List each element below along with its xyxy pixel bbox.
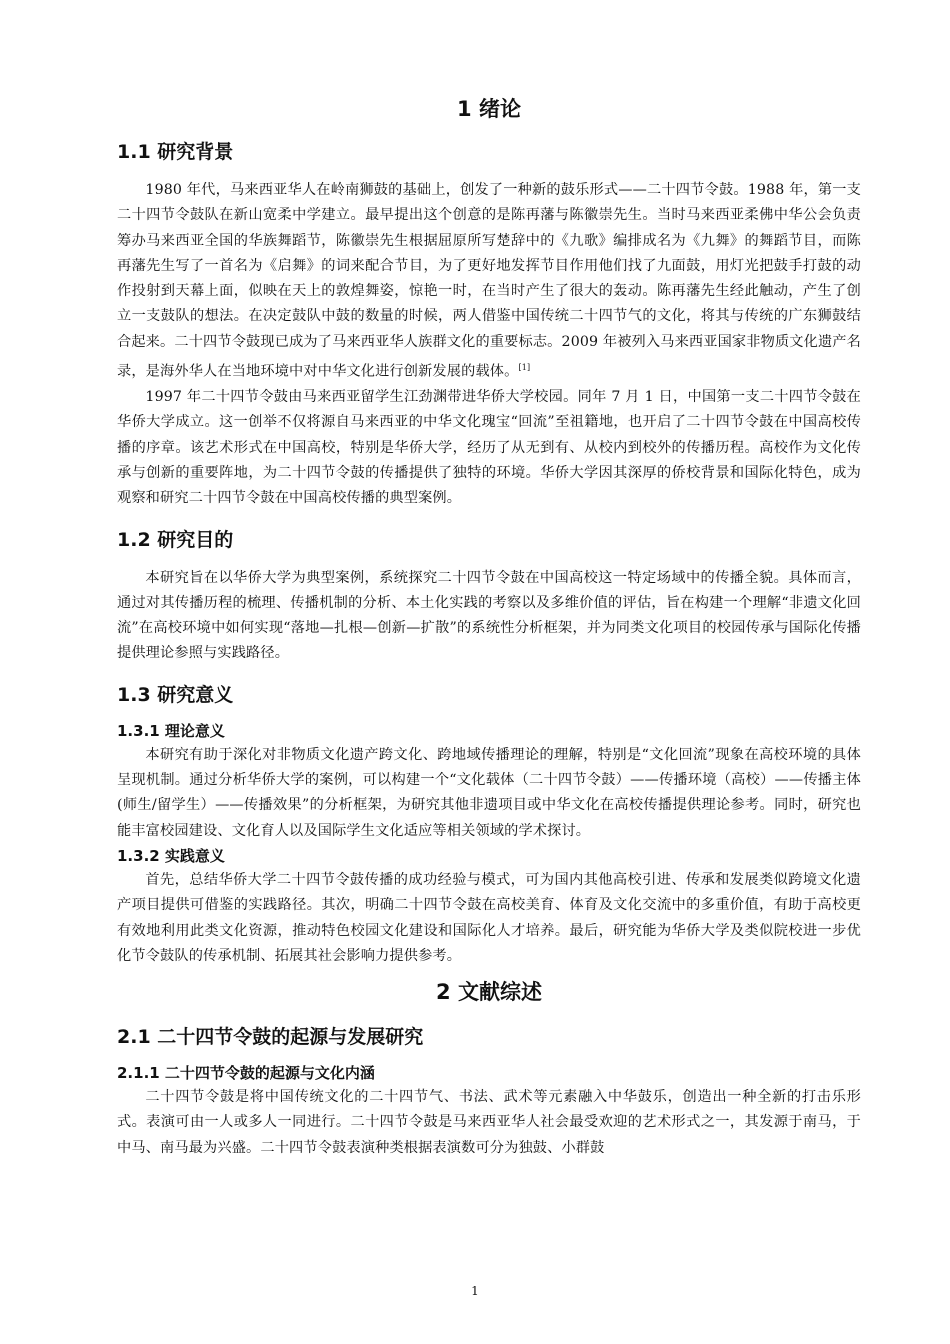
section-1-2-heading: 1.2 研究目的 <box>117 528 234 551</box>
section-1-1-heading: 1.1 研究背景 <box>117 141 234 163</box>
paragraph-text: 1980 年代，马来西亚华人在岭南狮鼓的基础上，创发了一种新的鼓乐形式——二十四节令鼓。1988 年，第一支二十四节令鼓队在新山宽柔中学建立。最早提出这个创意的是陈再藩与陈徽崇先生。当时马来西亚柔佛中华公会负责筹办马来西亚全国的华族舞蹈节，陈徽崇先生根据屈原所写楚辞中的《九歌》编排成名为《九舞》的舞蹈节目，而陈再藩先生写了一首名为《启舞》的词来配合节目，为了更好地发挥节目作用他们找了九面鼓，用灯光把鼓手打鼓的动作投射到天幕上面，似映在天上的敦煌舞姿，惊艳一时，在当时产生了很大的轰动。陈再藩先生经此触动，产生了创立一支鼓队的想法。在决定鼓队中鼓的数量的时候，两人借鉴中国传统二十四节气的文化，将其与传统的广东狮鼓结合起来。二十四节令鼓现已成为了马来西亚华人族群文化的重要标志。2009 年被列入马来西亚国家非物质文化遗产名录，是海外华人在当地环境中对中华文化进行创新发展的载体。 <box>117 182 861 380</box>
section-2-1-1-heading: 2.1.1 二十四节令鼓的起源与文化内涵 <box>117 1064 375 1083</box>
chapter-1-title: 1 绪论 <box>457 97 521 121</box>
section-1-3-1-heading: 1.3.1 理论意义 <box>117 721 225 740</box>
section-2-1-heading: 2.1 二十四节令鼓的起源与发展研究 <box>117 1026 424 1049</box>
section-1-3-2-heading: 1.3.2 实践意义 <box>117 846 225 865</box>
section-2-1-1-paragraph-1: 二十四节令鼓是将中国传统文化的二十四节气、书法、武术等元素融入中华鼓乐，创造出一种全新的打击乐形式。表演可由一人或多人一同进行。二十四节令鼓是马来西亚华人社会最受欢迎的艺术形式之一，其发源于南马，于中马、南马最为兴盛。二十四节令鼓表演种类根据表演数可分为独鼓、小群鼓 <box>117 1089 861 1156</box>
section-1-1-paragraph-1 <box>117 178 861 385</box>
chapter-2-title: 2 文献综述 <box>436 980 542 1005</box>
section-1-1-paragraph-2: 1997 年二十四节令鼓由马来西亚留学生江劲渊带进华侨大学校园。同年 7 月 1 日，中国第一支二十四节令鼓在华侨大学成立。这一创举不仅将源自马来西亚的中华文化瑰宝“回流”至祖籍地，也开启了二十四节令鼓在中国高校传播的序章。该艺术形式在中国高校，特别是华侨大学，经历了从无到有、从校内到校外的传播历程。高校作为文化传承与创新的重要阵地，为二十四节令鼓的传播提供了独特的环境。华侨大学因其深厚的侨校背景和国际化特色，成为观察和研究二十四节令鼓在中国高校传播的典型案例。 <box>117 389 861 507</box>
page-content <box>117 94 861 1161</box>
section-1-3-heading: 1.3 研究意义 <box>117 683 234 706</box>
section-1-3-2-paragraph-1: 首先，总结华侨大学二十四节令鼓传播的成功经验与模式，可为国内其他高校引进、传承和发展类似跨境文化遗产项目提供可借鉴的实践路径。其次，明确二十四节令鼓在高校美育、体育及文化交流中的多重价值，有助于高校更有效地利用此类文化资源，推动特色校园文化建设和国际化人才培养。最后，研究能为华侨大学及类似院校进一步优化节令鼓队的传承机制、拓展其社会影响力提供参考。 <box>117 871 861 964</box>
page-number: 1 <box>471 1284 479 1298</box>
reference-marker[interactable]: [1] <box>518 363 531 373</box>
section-1-2-paragraph-1: 本研究旨在以华侨大学为典型案例，系统探究二十四节令鼓在中国高校这一特定场域中的传播全貌。具体而言，通过对其传播历程的梳理、传播机制的分析、本土化实践的考察以及多维价值的评估，旨在构建一个理解“非遗文化回流”在高校环境中如何实现“落地—扎根—创新—扩散”的系统性分析框架，并为同类文化项目的校园传承与国际化传播提供理论参照与实践路径。 <box>117 569 861 662</box>
section-1-3-1-paragraph-1: 本研究有助于深化对非物质文化遗产跨文化、跨地域传播理论的理解，特别是“文化回流”现象在高校环境的具体呈现机制。通过分析华侨大学的案例，可以构建一个“文化载体（二十四节令鼓）——传播环境（高校）——传播主体(师生/留学生）——传播效果”的分析框架，为研究其他非遗项目或中华文化在高校传播提供理论参考。同时，研究也能丰富校园建设、文化育人以及国际学生文化适应等相关领域的学术探讨。 <box>117 746 861 839</box>
